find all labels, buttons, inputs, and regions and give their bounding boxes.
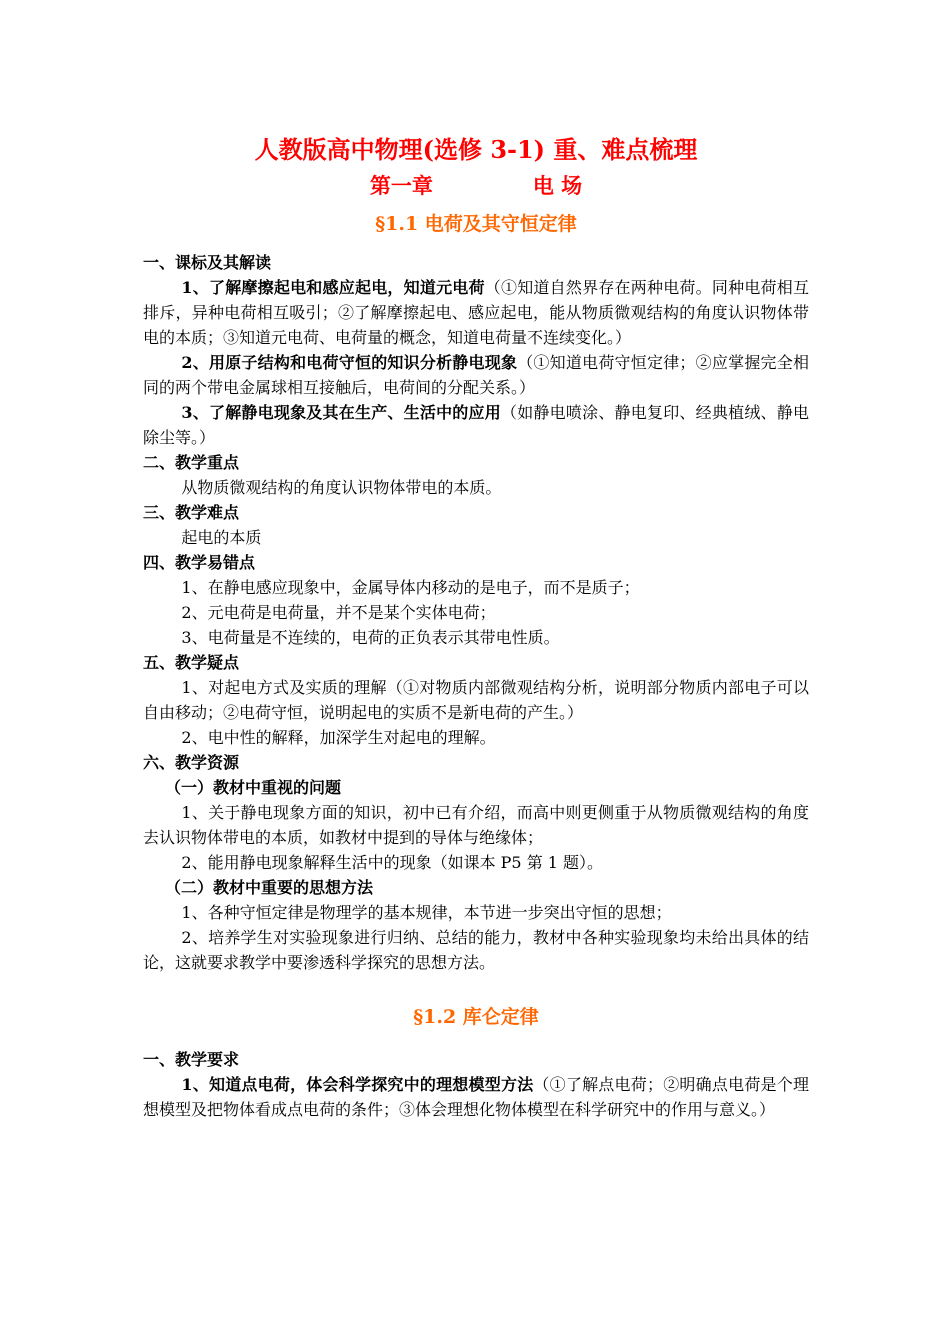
paragraph: 3、电荷量是不连续的，电荷的正负表示其带电性质。 <box>181 628 560 647</box>
subheading-textbook-issues: （一）教材中重视的问题 <box>165 778 342 797</box>
chapter-name: 电 场 <box>532 173 583 198</box>
chapter-number: 第一章 <box>369 173 433 198</box>
chapter-heading <box>143 168 809 204</box>
heading-common-errors: 四、教学易错点 <box>143 553 256 572</box>
document-title: 人教版高中物理(选修 3-1) 重、难点梳理 <box>254 135 698 164</box>
paragraph: 1、关于静电现象方面的知识，初中已有介绍，而高中则更侧重于从物质微观结构的角度去认识物体带电的本质，如教材中提到的导体与绝缘体； <box>143 803 809 847</box>
heading-resources: 六、教学资源 <box>143 753 240 772</box>
heading-curriculum: 一、课标及其解读 <box>143 253 272 272</box>
paragraph: 2、电中性的解释，加深学生对起电的理解。 <box>181 728 496 747</box>
paragraph: 从物质微观结构的角度认识物体带电的本质。 <box>181 478 502 497</box>
paragraph: 1、各种守恒定律是物理学的基本规律，本节进一步突出守恒的思想； <box>181 903 672 922</box>
subheading-thinking-methods: （二）教材中重要的思想方法 <box>165 878 374 897</box>
document-page <box>143 132 809 1122</box>
paragraph <box>143 350 809 400</box>
paragraph: 起电的本质 <box>181 528 262 547</box>
paragraph: 2、能用静电现象解释生活中的现象（如课本 P5 第 1 题）。 <box>181 853 604 872</box>
section-1-2-title: §1.2 库仑定律 <box>413 1006 539 1028</box>
section-1-1-title: §1.1 电荷及其守恒定律 <box>375 213 577 235</box>
paragraph-text: （①知道自然界存在两种电荷。同种电荷相互排斥，异种电荷相互吸引；②了解摩擦起电、感应起电，能从物质微观结构的角度认识物体带电的本质；③知道元电荷、电荷量的概念，知道电荷量不连续变化。） <box>143 278 809 347</box>
paragraph <box>143 275 809 350</box>
paragraph-bold: 3、了解静电现象及其在生产、生活中的应用 <box>181 403 501 422</box>
paragraph-bold: 1、知道点电荷，体会科学探究中的理想模型方法 <box>181 1075 534 1094</box>
paragraph-text: （①知道电荷守恒定律；②应掌握完全相同的两个带电金属球相互接触后，电荷间的分配关系。） <box>143 353 809 397</box>
heading-requirements: 一、教学要求 <box>143 1050 240 1069</box>
paragraph <box>143 1072 809 1122</box>
paragraph-bold: 2、用原子结构和电荷守恒的知识分析静电现象 <box>181 353 518 372</box>
heading-doubts: 五、教学疑点 <box>143 653 240 672</box>
heading-key-points: 二、教学重点 <box>143 453 240 472</box>
paragraph: 1、在静电感应现象中，金属导体内移动的是电子，而不是质子； <box>181 578 640 597</box>
paragraph: 1、对起电方式及实质的理解（①对物质内部微观结构分析，说明部分物质内部电子可以自由移动；②电荷守恒，说明起电的实质不是新电荷的产生。） <box>143 678 809 722</box>
paragraph-text: （如静电喷涂、静电复印、经典植绒、静电除尘等。） <box>143 403 809 447</box>
paragraph: 2、培养学生对实验现象进行归纳、总结的能力，教材中各种实验现象均未给出具体的结论，这就要求教学中要渗透科学探究的思想方法。 <box>143 928 809 972</box>
paragraph-bold: 1、了解摩擦起电和感应起电，知道元电荷 <box>181 278 485 297</box>
paragraph: 2、元电荷是电荷量，并不是某个实体电荷； <box>181 603 496 622</box>
paragraph <box>143 400 809 450</box>
heading-difficulties: 三、教学难点 <box>143 503 240 522</box>
paragraph-text: （①了解点电荷；②明确点电荷是个理想模型及把物体看成点电荷的条件；③体会理想化物体模型在科学研究中的作用与意义。） <box>143 1075 809 1119</box>
